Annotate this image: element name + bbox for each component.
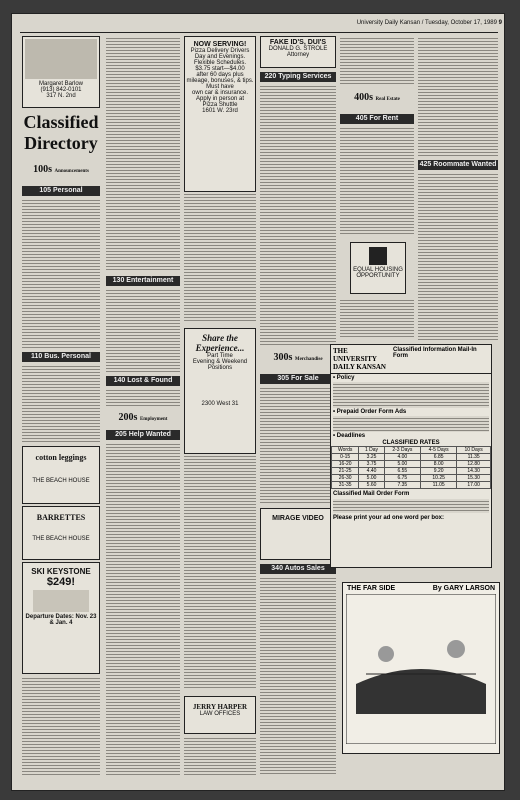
text-block [340, 298, 414, 338]
heading-220: 220 Typing Services [260, 72, 336, 82]
rate-cell: 8.00 [421, 461, 457, 468]
section-100s [22, 164, 100, 175]
jerry-harper-ad [184, 696, 256, 734]
text-block [333, 382, 489, 408]
ad-line: Must have [206, 84, 234, 90]
equal-housing-ad [350, 242, 406, 294]
prepaid-heading: • Prepaid Order Form Ads [333, 409, 407, 415]
section-100s-label: Announcements [54, 169, 89, 174]
text-block [260, 576, 336, 776]
share-line: Positions [207, 365, 233, 371]
ad-line: mileage, bonuses, & tips. [186, 78, 254, 84]
barrettes-brand: BARRETTES [36, 513, 86, 522]
cotton-store: THE BEACH HOUSE [32, 478, 90, 484]
rate-cell: 6.85 [421, 454, 457, 461]
share-title: Share the Experience... [195, 333, 245, 353]
kansan-form [330, 344, 492, 568]
ski-price: $249! [46, 576, 76, 588]
policy-heading: • Policy [333, 375, 355, 381]
section-400s-no: 400s [354, 92, 374, 103]
heading-130: 130 Entertainment [106, 276, 180, 286]
rate-cell: 6.75 [384, 475, 420, 482]
section-100s-no: 100s [33, 164, 52, 175]
section-300s-no: 300s [273, 352, 293, 363]
order-form-title: Classified Mail Order Form [333, 491, 410, 497]
section-200s [106, 412, 180, 423]
text-block [106, 442, 180, 776]
section-300s [260, 352, 336, 363]
house-illustration [25, 39, 97, 79]
page-number: 9 [498, 20, 502, 26]
margaret-name: Margaret Barlow [38, 81, 83, 87]
table-row [332, 468, 491, 475]
rate-cell: 3.25 [359, 454, 384, 461]
fake-ids-tag: Attorney [286, 52, 310, 58]
cotton-ad [22, 446, 100, 504]
jerry-title: JERRY HARPER [192, 703, 248, 711]
ad-line: after 60 days plus [196, 72, 244, 78]
rate-cell: 0-15 [332, 454, 359, 461]
section-200s-label: Employment [139, 417, 168, 422]
heading-105: 105 Personal [22, 186, 100, 196]
rates-table [331, 446, 491, 489]
rate-cell: 4.40 [359, 468, 384, 475]
text-block [418, 36, 498, 156]
ski-ad [22, 562, 100, 674]
rate-cell: 21-25 [332, 468, 359, 475]
rate-cell: 11.35 [457, 454, 491, 461]
heading-205: 205 Help Wanted [106, 430, 180, 440]
rates-head: 1 Day [359, 447, 384, 454]
margaret-addr: 317 N. 2nd [46, 93, 76, 99]
margaret-ad [22, 36, 100, 108]
text-block [22, 676, 100, 776]
mirage-title: MIRAGE VIDEO [272, 515, 324, 522]
house-icon [369, 247, 387, 265]
section-200s-no: 200s [118, 412, 138, 423]
section-400s-label: Real Estate [375, 97, 400, 102]
text-block [260, 84, 336, 346]
fake-ids-sub: DONALD G. STROLE [268, 46, 328, 52]
newspaper-page [12, 14, 504, 790]
column-4 [260, 36, 336, 784]
now-serving-title: NOW SERVING! [193, 41, 247, 48]
rate-cell: 11.05 [421, 482, 457, 489]
text-block [184, 192, 256, 322]
heading-140: 140 Lost & Found [106, 376, 180, 386]
section-300s-label: Merchandise [294, 357, 323, 362]
far-side-comic [342, 582, 500, 754]
section-400s [340, 92, 414, 103]
table-row [332, 461, 491, 468]
rate-cell: 14.30 [457, 468, 491, 475]
ad-line: own car & insurance. [191, 90, 249, 96]
column-3 [184, 36, 256, 784]
text-block [184, 736, 256, 776]
column-2 [106, 36, 180, 784]
margaret-phone: (913) 842-0101 [40, 87, 82, 93]
ski-title: SKI KEYSTONE [31, 567, 91, 576]
rate-cell: 12.80 [457, 461, 491, 468]
fake-ids-ad [260, 36, 336, 68]
rates-head: 4-5 Days [421, 447, 457, 454]
text-block [184, 454, 256, 690]
rate-cell: 7.35 [384, 482, 420, 489]
heading-405: 405 For Rent [340, 114, 414, 124]
rates-head: Words [332, 447, 359, 454]
classified-directory-title: Classified Directory [23, 112, 99, 153]
column-1 [22, 36, 100, 784]
rate-cell: 5.60 [359, 482, 384, 489]
text-block [340, 36, 414, 86]
heading-305: 305 For Sale [260, 374, 336, 384]
rate-cell: 4.00 [384, 454, 420, 461]
text-block [106, 288, 180, 372]
cotton-brand: cotton leggings [35, 453, 87, 462]
share-company: 2300 West 31 [201, 401, 239, 407]
rate-cell: 5.00 [359, 475, 384, 482]
rate-cell: 10.25 [421, 475, 457, 482]
rates-head: 10 Days [457, 447, 491, 454]
table-row [332, 454, 491, 461]
rate-cell: 26-30 [332, 475, 359, 482]
ad-line: Day and Evenings. [194, 54, 246, 60]
rates-head: 2-3 Days [384, 447, 420, 454]
rate-cell: 3.75 [359, 461, 384, 468]
kansan-subtitle: Classified Information Mail-In Form [393, 347, 477, 359]
ad-line: $3.75 start—$4.00 [195, 66, 245, 72]
text-block [260, 386, 336, 504]
mirage-video-ad [260, 508, 336, 560]
skier-illustration [33, 590, 89, 612]
deadlines-heading: • Deadlines [333, 433, 366, 439]
comic-illustration [346, 594, 496, 744]
text-block [333, 416, 489, 432]
rate-cell: 5.00 [384, 461, 420, 468]
text-block [22, 364, 100, 442]
comic-title: THE FAR SIDE [347, 585, 396, 592]
fake-ids-title: FAKE ID'S, DUI'S [269, 39, 327, 46]
ad-line: Pizza Delivery Drivers [190, 48, 250, 54]
ad-line: Apply in person at [195, 96, 245, 102]
print-instruction: Please print your ad one word per box: [333, 515, 445, 521]
rate-cell: 9.20 [421, 468, 457, 475]
kansan-title: THE UNIVERSITY DAILY KANSAN [333, 347, 386, 371]
text-block [106, 36, 180, 272]
table-row [332, 482, 491, 489]
heading-340: 340 Autos Sales [260, 564, 336, 574]
text-block [418, 172, 498, 340]
share-line: Evening & Weekend [192, 359, 248, 365]
page-header [312, 20, 502, 30]
ski-dates: Departure Dates: Nov. 23 & Jan. 4 [25, 614, 97, 626]
table-row [332, 475, 491, 482]
text-block [106, 388, 180, 408]
comic-author: By GARY LARSON [432, 585, 495, 592]
rate-cell: 16-20 [332, 461, 359, 468]
header-rule [20, 32, 498, 33]
text-block [333, 499, 489, 513]
share-experience-ad [184, 328, 256, 454]
barrettes-store: THE BEACH HOUSE [32, 536, 90, 542]
text-block [22, 198, 100, 348]
heading-110: 110 Bus. Personal [22, 352, 100, 362]
rate-cell: 31-35 [332, 482, 359, 489]
equal-housing-title: EQUAL HOUSING OPPORTUNITY [353, 267, 403, 279]
barrettes-ad [22, 506, 100, 560]
rate-cell: 6.55 [384, 468, 420, 475]
now-serving-ad [184, 36, 256, 192]
heading-425: 425 Roommate Wanted [419, 161, 497, 168]
rate-cell: 17.00 [457, 482, 491, 489]
text-block [340, 126, 414, 236]
rate-cell: 15.30 [457, 475, 491, 482]
ad-line: Flexible Schedules. [193, 60, 247, 66]
header-text: University Daily Kansan / Tuesday, October 17, 1989 [356, 20, 497, 26]
ad-line: Pizza Shuttle [202, 102, 238, 108]
jerry-sub: LAW OFFICES [199, 711, 241, 717]
share-line: Part Time [207, 353, 233, 359]
rates-title: CLASSIFIED RATES [382, 440, 440, 446]
ad-line: 1601 W. 23rd [202, 108, 238, 114]
